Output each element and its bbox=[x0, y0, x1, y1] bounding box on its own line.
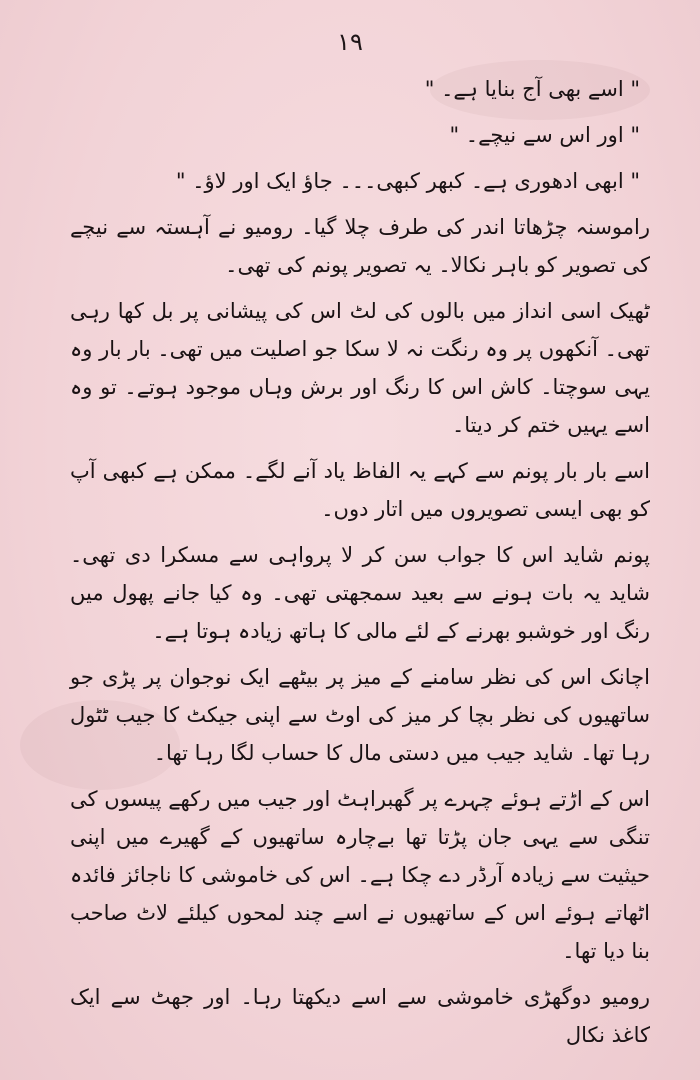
paragraph: اس کے اڑتے ہوئے چہرے پر گھبراہٹ اور جیب میں رکھے پیسوں کی تنگی سے یہی جان پڑتا تھا بےچارہ ساتھیوں کے گھیرے میں اپنی حیثیت سے زیادہ آرڈر دے چکا ہے۔ اس کی خاموشی کا ناجائز فائدہ اٹھاتے ہوئے اس کے ساتھیوں نے اسے چند لمحوں کیلئے لاٹ صاحب بنا دیا تھا۔ bbox=[70, 787, 650, 963]
page-number: ۱۹ bbox=[337, 28, 363, 56]
paragraph: پونم شاید اس کا جواب سن کر لا پرواہی سے مسکرا دی تھی۔ شاید یہ بات ہونے سے بعید سمجھتی تھی۔ وہ کیا جانے پھول میں رنگ اور خوشبو بھرنے کے لئے مالی کا ہاتھ زیادہ ہوتا ہے۔ bbox=[70, 543, 650, 643]
paragraph: اچانک اس کی نظر سامنے کے میز پر بیٹھے ایک نوجوان پر پڑی جو ساتھیوں کی نظر بچا کر میز کی اوٹ سے اپنی جیکٹ کا جیب ٹٹول رہا تھا۔ شاید جیب میں دستی مال کا حساب لگا رہا تھا۔ bbox=[70, 665, 650, 765]
paragraph: اسے بار بار پونم سے کہے یہ الفاظ یاد آنے لگے۔ ممکن ہے کبھی آپ کو بھی ایسی تصویروں میں اتار دوں۔ bbox=[70, 459, 650, 521]
paragraph: ٹھیک اسی انداز میں بالوں کی لٹ اس کی پیشانی پر بل کھا رہی تھی۔ آنکھوں پر وہ رنگت نہ لا سکا جو اصلیت میں تھی۔ بار بار وہ یہی سوچتا۔ کاش اس کا رنگ اور برش وہاں موجود ہوتے۔ تو وہ اسے یہیں ختم کر دیتا۔ bbox=[70, 299, 650, 437]
paragraph-quote-3: " ابھی ادھوری ہے۔ کبھر کبھی۔۔۔ جاؤ ایک اور لاؤ۔ " bbox=[175, 169, 640, 193]
page-text bbox=[70, 70, 650, 1062]
paragraph-quote-2: " اور اس سے نیچے۔ " bbox=[449, 123, 640, 147]
paragraph-quote-1: " اسے بھی آج بنایا ہے۔ " bbox=[424, 77, 640, 101]
paragraph: رومیو دوگھڑی خاموشی سے اسے دیکھتا رہا۔ اور جھٹ سے ایک کاغذ نکال bbox=[70, 985, 650, 1047]
paragraph: راموسنہ چڑھاتا اندر کی طرف چلا گیا۔ رومیو نے آہستہ سے نیچے کی تصویر کو باہر نکالا۔ یہ تصویر پونم کی تھی۔ bbox=[70, 215, 650, 277]
